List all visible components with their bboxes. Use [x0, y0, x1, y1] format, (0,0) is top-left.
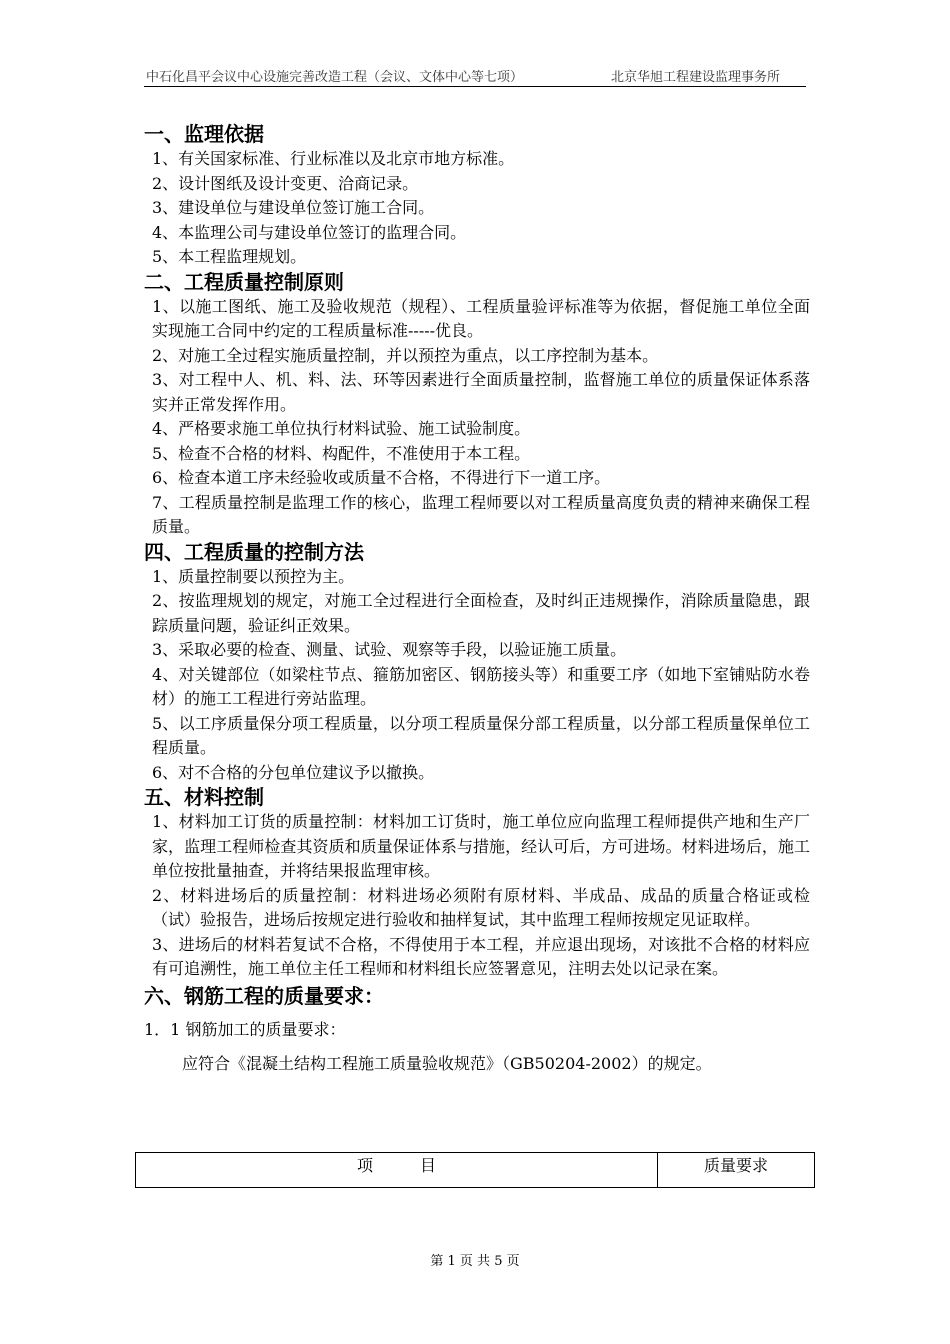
list-item: 2、按监理规划的规定，对施工全过程进行全面检查，及时纠正违规操作，消除质量隐患，跟踪质量问题，验证纠正效果。: [152, 591, 810, 635]
section-heading: 五、材料控制: [144, 785, 264, 809]
list-item: 6、检查本道工序未经验收或质量不合格，不得进行下一道工序。: [152, 468, 611, 487]
list-item: 1、以施工图纸、施工及验收规范（规程）、工程质量验评标准等为依据，督促施工单位全面实现施工合同中约定的工程质量标准-----优良。: [152, 296, 810, 340]
section-control-methods: [144, 540, 810, 786]
header-project-name: 中石化昌平会议中心设施完善改造工程（会议、文体中心等七项）: [146, 70, 524, 85]
list-item: 5、以工序质量保分项工程质量，以分项工程质量保分部工程质量，以分部工程质量保单位工程质量。: [152, 713, 810, 757]
list-item: 2、材料进场后的质量控制：材料进场必须附有原材料、半成品、成品的质量合格证或检（试）验报告，进场后按规定进行验收和抽样复试，其中监理工程师按规定见证取样。: [152, 885, 810, 929]
table-header-requirement: 质量要求: [703, 1156, 768, 1175]
section-material-control: [144, 785, 810, 982]
section-basis: [144, 122, 810, 270]
section-heading: 四、工程质量的控制方法: [144, 539, 364, 564]
document-body: [144, 122, 810, 1077]
standard-note: 应符合《混凝土结构工程施工质量验收规范》（GB50204-2002）的规定。: [182, 1053, 712, 1073]
list-item: 4、对关键部位（如梁柱节点、箍筋加密区、钢筋接头等）和重要工序（如地下室铺贴防水卷材）的施工工程进行旁站监理。: [152, 664, 810, 708]
list-item: 2、对施工全过程实施质量控制，并以预控为重点，以工序控制为基本。: [152, 345, 659, 365]
page-header: [144, 66, 806, 87]
list-item: 3、采取必要的检查、测量、试验、观察等手段，以验证施工质量。: [152, 640, 627, 659]
header-company-name: 北京华旭工程建设监理事务所: [610, 70, 780, 85]
section-quality-principles: [144, 270, 810, 540]
section-heading: 六、钢筋工程的质量要求：: [144, 983, 384, 1008]
list-item: 1、质量控制要以预控为主。: [152, 566, 355, 586]
list-item: 5、检查不合格的材料、构配件，不准使用于本工程。: [152, 443, 531, 463]
list-item: 3、进场后的材料若复试不合格，不得使用于本工程，并应退出现场，对该批不合格的材料应有可追溯性，施工单位主任工程师和材料组长应签署意见，注明去处以记录在案。: [152, 934, 810, 978]
list-item: 6、对不合格的分包单位建议予以撤换。: [152, 762, 435, 782]
list-item: 7、工程质量控制是监理工作的核心，监理工程师要以对工程质量高度负责的精神来确保工程质量。: [152, 492, 810, 536]
section-heading: 二、工程质量控制原则: [144, 269, 344, 294]
list-item: 1、材料加工订货的质量控制：材料加工订货时，施工单位应向监理工程师提供产地和生产厂家，监理工程师检查其资质和质量保证体系与措施，经认可后，方可进场。材料进场后，施工单位按批量抽查，并将结果报监理审核。: [152, 812, 810, 880]
list-item: 5、本工程监理规划。: [152, 247, 307, 266]
subsection-heading: 1．1 钢筋加工的质量要求：: [144, 1019, 346, 1039]
list-item: 2、设计图纸及设计变更、洽商记录。: [152, 173, 419, 193]
list-item: 4、本监理公司与建设单位签订的监理合同。: [152, 222, 467, 242]
list-item: 4、严格要求施工单位执行材料试验、施工试验制度。: [152, 419, 531, 438]
quality-table: [135, 1152, 815, 1188]
section-heading: 一、监理依据: [144, 122, 264, 146]
section-rebar-quality: [144, 984, 810, 1077]
page-footer: 第 1 页 共 5 页: [430, 1254, 520, 1269]
list-item: 3、对工程中人、机、料、法、环等因素进行全面质量控制，监督施工单位的质量保证体系落实并正常发挥作用。: [152, 370, 810, 414]
table-header-item: 项 目: [136, 1153, 658, 1187]
list-item: 3、建设单位与建设单位签订施工合同。: [152, 198, 435, 217]
list-item: 1、有关国家标准、行业标准以及北京市地方标准。: [152, 149, 515, 168]
